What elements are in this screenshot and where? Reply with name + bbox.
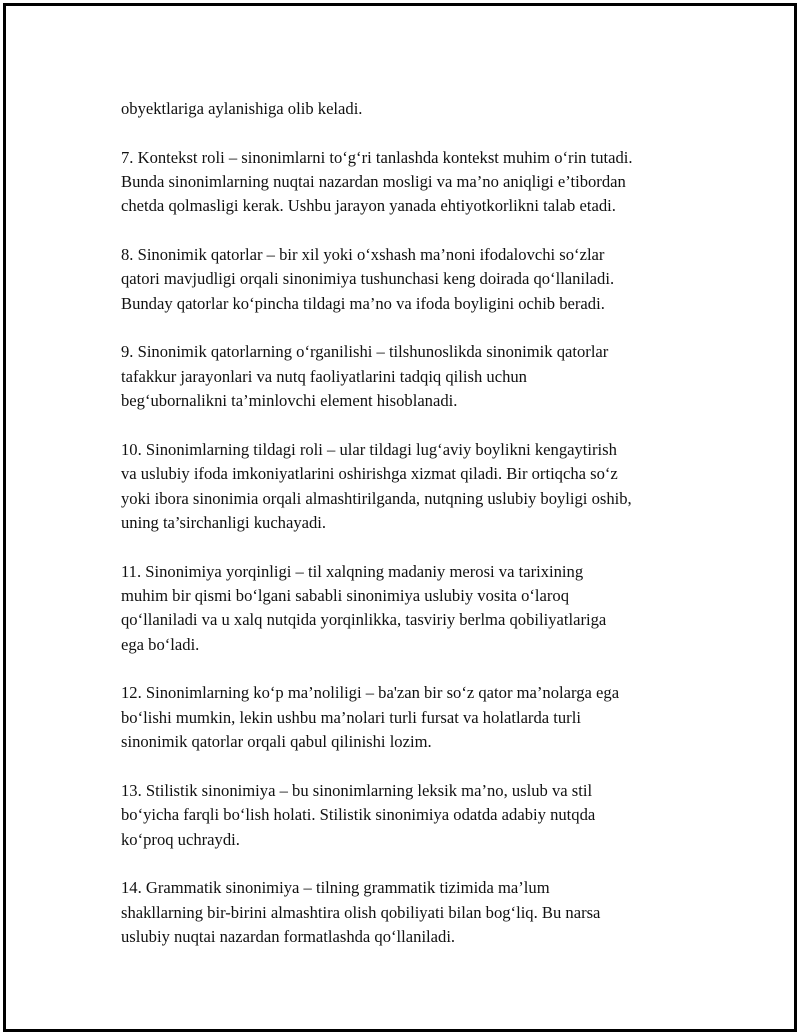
text-line: qatori mavjudligi orqali sinonimiya tushunchasi keng doirada qo‘llaniladi.	[121, 269, 615, 289]
page-border	[3, 3, 797, 1032]
text-line: ko‘proq uchraydi.	[121, 829, 240, 849]
text-line: 7. Kontekst roli – sinonimlarni to‘g‘ri tanlashda kontekst muhim o‘rin tutadi.	[121, 147, 633, 167]
text-line: 14. Grammatik sinonimiya – tilning grammatik tizimida ma’lum	[121, 878, 550, 898]
text-line: Bunda sinonimlarning nuqtai nazardan mosligi va ma’no aniqligi e’tibordan	[121, 172, 626, 191]
paragraph-9-organilishi	[121, 340, 711, 413]
paragraph-continuation	[121, 97, 711, 121]
paragraph-11-yorqinligi	[121, 560, 711, 658]
text-line: bo‘lishi mumkin, lekin ushbu ma’nolari turli fursat va holatlarda turli	[121, 707, 581, 727]
text-line: Bunday qatorlar ko‘pincha tildagi ma’no va ifoda boyligini ochib beradi.	[121, 293, 605, 313]
text-line: tafakkur jarayonlari va nutq faoliyatlarini tadqiq qilish uchun	[121, 366, 527, 386]
text-line: yoki ibora sinonimia orqali almashtirilganda, nutqning uslubiy boyligi oshib,	[121, 488, 632, 508]
paragraph-13-stilistik	[121, 779, 711, 852]
text-line: 10. Sinonimlarning tildagi roli – ular tildagi lug‘aviy boylikni kengaytirish	[121, 439, 617, 459]
paragraph-12-kop-manoliligi	[121, 681, 711, 754]
text-line: uning ta’sirchanligi kuchayadi.	[121, 513, 327, 533]
text-line: obyektlariga aylanishiga olib keladi.	[121, 99, 363, 118]
text-line: va uslubiy ifoda imkoniyatlarini oshirishga xizmat qiladi. Bir ortiqcha so‘z	[121, 464, 618, 484]
paragraph-7-kontekst-roli	[121, 146, 711, 219]
text-line: 12. Sinonimlarning ko‘p ma’noliligi – ba'zan bir so‘z qator ma’nolarga ega	[121, 683, 620, 703]
text-line: muhim bir qismi bo‘lgani sababli sinonimiya uslubiy vosita o‘laroq	[121, 586, 569, 606]
text-line: 8. Sinonimik qatorlar – bir xil yoki o‘xshash ma’noni ifodalovchi so‘zlar	[121, 245, 605, 264]
paragraph-10-tildagi-roli	[121, 438, 711, 536]
text-line: bo‘yicha farqli bo‘lish holati. Stilistik sinonimiya odatda adabiy nutqda	[121, 805, 596, 825]
text-line: qo‘llaniladi va u xalq nutqida yorqinlikka, tasviriy berlma qobiliyatlariga	[121, 610, 607, 630]
text-line: chetda qolmasligi kerak. Ushbu jarayon yanada ehtiyotkorlikni talab etadi.	[121, 196, 616, 216]
paragraph-8-sinonimik-qatorlar	[121, 243, 711, 316]
text-line: 13. Stilistik sinonimiya – bu sinonimlarning leksik ma’no, uslub va stil	[121, 780, 593, 800]
text-line: sinonimik qatorlar orqali qabul qilinishi lozim.	[121, 732, 432, 752]
text-line: ega bo‘ladi.	[121, 634, 200, 654]
document-body	[121, 97, 711, 974]
text-line: 11. Sinonimiya yorqinligi – til xalqning madaniy merosi va tarixining	[121, 561, 584, 581]
text-line: beg‘ubornalikni ta’minlovchi element hisoblanadi.	[121, 391, 458, 411]
paragraph-14-grammatik	[121, 876, 711, 949]
text-line: uslubiy nuqtai nazardan formatlashda qo‘llaniladi.	[121, 927, 456, 947]
text-line: 9. Sinonimik qatorlarning o‘rganilishi – tilshunoslikda sinonimik qatorlar	[121, 342, 609, 362]
text-line: shakllarning bir-birini almashtira olish qobiliyati bilan bog‘liq. Bu narsa	[121, 902, 601, 922]
